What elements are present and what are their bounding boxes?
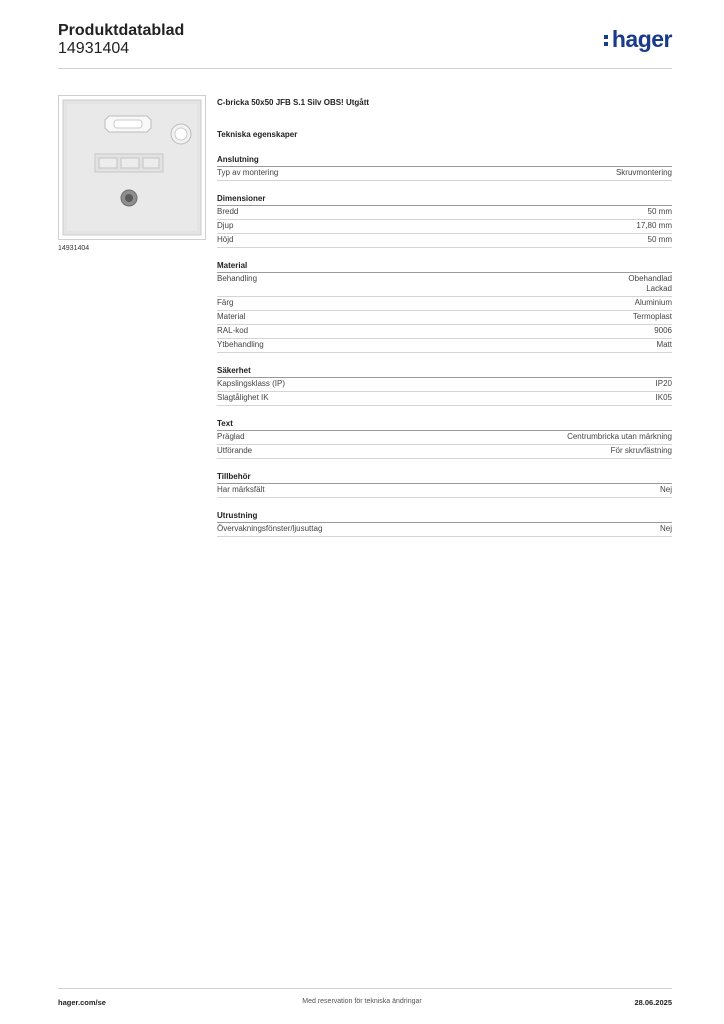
spec-value — [660, 524, 672, 534]
spec-value — [654, 326, 672, 336]
spec-value-line: Matt — [656, 340, 672, 349]
spec-label: Utförande — [217, 446, 253, 455]
spec-row — [217, 431, 672, 445]
spec-value — [660, 485, 672, 495]
spec-value — [656, 379, 672, 389]
spec-content — [217, 98, 672, 537]
plate-icon — [59, 96, 205, 239]
spec-value — [633, 312, 672, 322]
spec-label: Har märksfält — [217, 485, 265, 494]
section-heading: Säkerhet — [217, 366, 672, 378]
spec-value-line: Termoplast — [632, 312, 672, 321]
spec-label: Bredd — [217, 207, 239, 216]
page-title: Produktdatablad — [58, 22, 185, 39]
spec-label: Slagtålighet IK — [217, 393, 269, 402]
spec-value — [648, 207, 672, 217]
spec-row — [217, 297, 672, 311]
spec-value-line: Skruvmontering — [615, 168, 672, 177]
spec-row — [217, 220, 672, 234]
spec-value — [611, 446, 672, 456]
spec-label: RAL-kod — [217, 326, 249, 335]
spec-section — [217, 366, 672, 406]
section-heading: Utrustning — [217, 511, 672, 523]
spec-value-line: IP20 — [655, 379, 672, 388]
section-heading: Text — [217, 419, 672, 431]
spec-row — [217, 167, 672, 181]
spec-row — [217, 484, 672, 498]
header-divider — [58, 68, 672, 69]
section-heading: Material — [217, 261, 672, 273]
logo-dots-icon — [604, 31, 610, 47]
spec-value-line: Nej — [659, 485, 672, 494]
spec-value-line: IK05 — [655, 393, 672, 402]
product-image — [58, 95, 206, 240]
spec-row — [217, 523, 672, 537]
spec-label: Djup — [217, 221, 234, 230]
section-heading: Dimensioner — [217, 194, 672, 206]
spec-value — [648, 235, 672, 245]
section-heading: Tillbehör — [217, 472, 672, 484]
spec-row — [217, 378, 672, 392]
footer-divider — [58, 988, 672, 989]
spec-value-line: Aluminium — [634, 298, 672, 307]
spec-value — [656, 393, 672, 403]
spec-section — [217, 472, 672, 498]
spec-row — [217, 311, 672, 325]
spec-section — [217, 155, 672, 181]
section-heading: Anslutning — [217, 155, 672, 167]
spec-value-line: 9006 — [654, 326, 672, 335]
spec-row — [217, 206, 672, 220]
logo-text: hager — [611, 26, 672, 52]
spec-row — [217, 273, 672, 297]
product-title: C-bricka 50x50 JFB S.1 Silv OBS! Utgått — [217, 98, 370, 107]
spec-label: Behandling — [217, 274, 258, 283]
spec-value-line: Nej — [659, 524, 672, 533]
product-number: 14931404 — [58, 40, 130, 57]
spec-row — [217, 325, 672, 339]
spec-sections — [217, 155, 672, 537]
spec-label: Färg — [217, 298, 234, 307]
spec-value — [656, 340, 672, 350]
spec-label: Material — [217, 312, 246, 321]
spec-value — [616, 168, 672, 178]
spec-value-line: 50 mm — [647, 207, 672, 216]
spec-row — [217, 234, 672, 248]
image-caption: 14931404 — [58, 245, 90, 252]
spec-label: Övervakningsfönster/ljusuttag — [217, 524, 323, 533]
spec-value-line: Obehandlad — [628, 274, 672, 283]
spec-label: Ytbehandling — [217, 340, 264, 349]
spec-section — [217, 261, 672, 353]
spec-value — [635, 298, 672, 308]
spec-section — [217, 511, 672, 537]
spec-label: Typ av montering — [217, 168, 279, 177]
footer-date: 28.06.2025 — [634, 998, 672, 1007]
spec-value-line: Centrumbricka utan märkning — [567, 432, 672, 441]
hager-logo[interactable] — [604, 26, 672, 53]
spec-value-line: Lackad — [646, 284, 672, 293]
spec-value-line: 17,80 mm — [636, 221, 672, 230]
spec-row — [217, 392, 672, 406]
spec-value — [567, 432, 672, 442]
spec-label: Präglad — [217, 432, 245, 441]
spec-value — [628, 274, 672, 294]
spec-value-line: För skruvfästning — [610, 446, 672, 455]
footer-disclaimer: Med reservation för tekniska ändringar — [302, 998, 422, 1005]
spec-label: Kapslingsklass (IP) — [217, 379, 286, 388]
spec-value-line: 50 mm — [647, 235, 672, 244]
spec-value — [636, 221, 672, 231]
footer-website[interactable]: hager.com/se — [58, 998, 106, 1007]
spec-section — [217, 419, 672, 459]
spec-row — [217, 445, 672, 459]
spec-label: Höjd — [217, 235, 234, 244]
spec-row — [217, 339, 672, 353]
tech-heading: Tekniska egenskaper — [217, 130, 298, 139]
spec-section — [217, 194, 672, 248]
